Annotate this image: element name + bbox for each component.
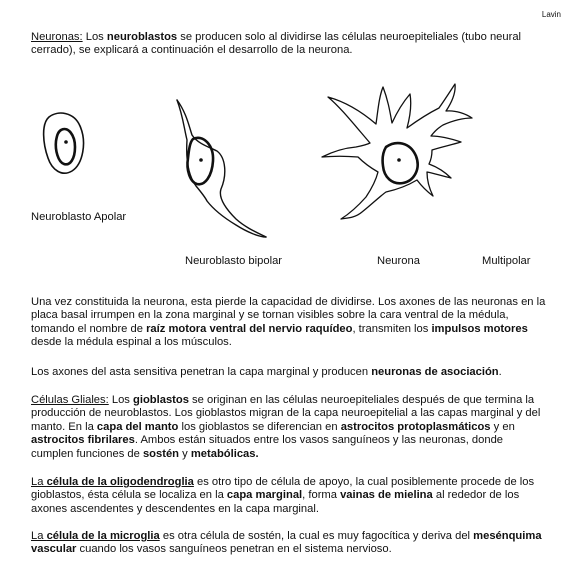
label-neurona: Neurona — [377, 255, 420, 267]
bold-term: capa marginal — [226, 489, 303, 502]
bold-term: célula de la microglia — [46, 530, 160, 542]
bold-term: neuronas de asociación — [371, 366, 499, 378]
bold-term: capa del manto — [96, 420, 179, 433]
text-run: Los axones del asta sensitiva penetran la capa marginal y producen — [31, 366, 372, 378]
text-run: . — [498, 366, 502, 378]
bold-term: impulsos motores — [431, 322, 528, 335]
apolar-neuroblast-drawing — [44, 113, 84, 173]
text-run: cuando los vasos sanguíneos penetran en el sistema nervioso. — [76, 543, 392, 556]
text-run: , forma — [302, 489, 341, 502]
text-run: es otro tipo de célula de apoyo, la cual posiblemente procede de los gioblastos, ésta célula se localiza en la — [31, 476, 535, 502]
paragraph-glial-cells — [31, 394, 547, 461]
bold-term: raíz motora ventral del nervio raquídeo — [146, 322, 353, 335]
bold-term: neuroblastos — [106, 31, 178, 43]
bold-term: mesénquima vascular — [31, 530, 542, 556]
text-run: los gioblastos se diferencian en — [178, 420, 341, 433]
text-run: . Ambos están situados entre los vasos sanguíneos y las neuronas, donde cumplen funciones de — [31, 434, 504, 460]
paragraph-microglia — [31, 530, 547, 557]
label-neuroblasto-bipolar: Neuroblasto bipolar — [185, 255, 283, 267]
bold-term: metabólicas. — [190, 447, 259, 460]
label-multipolar: Multipolar — [482, 255, 531, 267]
paragraph-oligodendroglia — [31, 476, 547, 516]
section-label-neuronas: Neuronas: — [31, 31, 83, 43]
bold-term: célula de la oligodendroglia — [46, 476, 194, 488]
text-run: desde la médula espinal a los músculos. — [31, 336, 232, 349]
bold-term: astrocitos fibrilares — [31, 434, 135, 447]
text-run: y — [179, 447, 191, 460]
text-run: se producen solo al dividirse las células neuroepiteliales (tubo neural cerrado), se explicará a continuación el desarrollo de la neurona. — [31, 31, 522, 57]
page-header-author: Lavin — [541, 10, 561, 19]
section-label-celulas-gliales: Células Gliales: — [31, 394, 109, 406]
paragraph-motor-roots — [31, 296, 547, 350]
text-run: , transmiten los — [352, 322, 432, 335]
bold-term: gioblastos — [133, 394, 189, 406]
bold-term: vainas de mielina — [340, 489, 433, 502]
text-run: y en — [490, 420, 515, 433]
text-run: al rededor de los axones ascendentes y descendentes en la capa marginal. — [31, 489, 520, 515]
bipolar-neuroblast-drawing — [177, 100, 266, 237]
bold-term: astrocitos protoplasmáticos — [340, 420, 491, 433]
text-run: La — [31, 530, 47, 542]
text-run: es otra célula de sostén, la cual es muy fagocítica y deriva del — [159, 530, 474, 542]
text-run: Los — [108, 394, 133, 406]
text-run: Los — [82, 31, 107, 43]
paragraph-association-neurons — [31, 366, 547, 379]
bold-term: sostén — [142, 447, 180, 460]
text-run: La — [31, 476, 47, 488]
text-run: se originan en las células neuroepiteliales después de que termina la producción de neuroblastos. Los gioblastos migran de la capa neuroepitelial a las capas marginal y del manto. En la — [31, 394, 541, 433]
multipolar-neuron-drawing — [322, 84, 472, 219]
text-run: Una vez constituida la neurona, esta pierde la capacidad de dividirse. Los axones de las neuronas en la placa basal irrumpen en la zona marginal y se tornan visibles sobre la cara ventral de la médula, tomando el nombre de — [31, 296, 546, 335]
label-neuroblasto-apolar: Neuroblasto Apolar — [31, 211, 127, 223]
